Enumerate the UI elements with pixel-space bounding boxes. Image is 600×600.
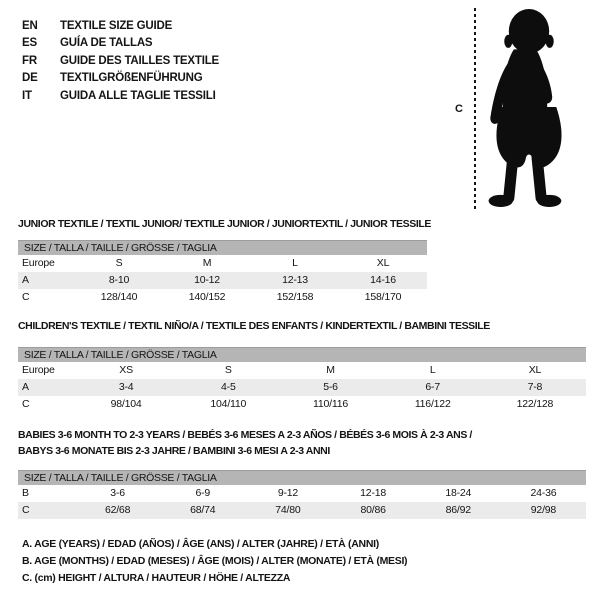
height-measure-figure — [452, 8, 592, 211]
childrens-textile-table — [18, 347, 586, 413]
table-cell: 6-7 — [425, 381, 440, 393]
table-cell: 4-5 — [221, 381, 236, 393]
language-list — [22, 17, 219, 105]
table-title: BABIES 3-6 MONTH TO 2-3 YEARS / BEBÉS 3-6 MESES A 2-3 AÑOS / BÉBÉS 3-6 MOIS À 2-3 ANS / — [18, 429, 472, 441]
table-cell: 80/86 — [360, 504, 386, 516]
table-title-line2: BABYS 3-6 MONATE BIS 2-3 JAHRE / BAMBINI 3-6 MESI A 2-3 ANNI — [18, 444, 330, 457]
table-cell: XS — [119, 364, 133, 376]
row-label: Europe — [22, 364, 55, 376]
childrens-textile-section — [18, 320, 586, 413]
language-title: GUIDA ALLE TAGLIE TESSILI — [60, 89, 216, 102]
babies-textile-section — [18, 428, 586, 519]
table-cell: 110/116 — [313, 398, 348, 410]
table-cell: 152/158 — [276, 291, 314, 303]
table-cell: 116/122 — [414, 398, 451, 410]
language-code: ES — [22, 37, 37, 50]
table-cell: 14-16 — [370, 274, 396, 286]
table-cell: XL — [528, 364, 542, 376]
table-cell: S — [115, 257, 123, 269]
table-cell: 7-8 — [527, 381, 543, 393]
baby-silhouette-icon — [484, 8, 576, 210]
height-measure-label: C — [455, 103, 463, 115]
row-label: C — [22, 398, 30, 410]
table-cell: 9-12 — [277, 487, 299, 499]
table-row — [18, 502, 586, 519]
language-code: IT — [22, 89, 32, 102]
language-code: FR — [22, 54, 37, 67]
table-row — [18, 485, 586, 502]
table-row — [18, 272, 427, 289]
table-cell: 86/92 — [445, 504, 471, 516]
language-code: DE — [22, 72, 38, 85]
table-cell: 10-12 — [194, 274, 220, 286]
language-title: GUÍA DE TALLAS — [60, 37, 153, 50]
table-row — [18, 362, 586, 379]
table-cell: 18-24 — [445, 487, 472, 499]
language-title: GUIDE DES TAILLES TEXTILE — [60, 54, 219, 67]
language-row — [22, 35, 219, 53]
table-cell: 122/128 — [516, 398, 554, 410]
row-label: C — [22, 504, 30, 516]
table-cell: L — [292, 257, 298, 269]
junior-textile-section — [18, 218, 431, 306]
babies-textile-table — [18, 470, 586, 519]
table-cell: M — [326, 364, 335, 376]
junior-textile-table — [18, 240, 427, 306]
row-label: B — [22, 487, 29, 499]
table-cell: 68/74 — [190, 504, 216, 516]
size-header-bar: SIZE / TALLA / TAILLE / GRÖSSE / TAGLIA — [18, 347, 586, 362]
language-title: TEXTILGRÖßENFÜHRUNG — [60, 72, 203, 85]
table-row — [18, 396, 586, 413]
language-code: EN — [22, 19, 38, 32]
table-cell: 3-4 — [118, 381, 134, 393]
table-cell: 6-9 — [195, 487, 211, 499]
table-cell: 140/152 — [188, 291, 226, 303]
row-label: C — [22, 291, 30, 303]
language-row — [22, 87, 219, 105]
legend-line: C. (cm) HEIGHT / ALTURA / HAUTEUR / HÖHE / ALTEZZA — [22, 572, 291, 584]
row-label: A — [22, 274, 29, 286]
table-cell: 158/170 — [364, 291, 402, 303]
legend — [22, 536, 407, 587]
legend-line: A. AGE (YEARS) / EDAD (AÑOS) / ÂGE (ANS) / ALTER (JAHRE) / ETÀ (ANNI) — [22, 538, 379, 550]
row-label: Europe — [22, 257, 55, 269]
table-cell: 74/80 — [275, 504, 301, 516]
table-cell: 98/104 — [110, 398, 142, 410]
row-label: A — [22, 381, 29, 393]
table-cell: 104/110 — [210, 398, 247, 410]
table-title: JUNIOR TEXTILE / TEXTIL JUNIOR/ TEXTILE JUNIOR / JUNIORTEXTIL / JUNIOR TESSILE — [18, 218, 431, 230]
table-cell: S — [224, 364, 232, 376]
table-cell: 62/68 — [104, 504, 131, 516]
table-cell: L — [429, 364, 436, 376]
language-row — [22, 70, 219, 88]
table-row — [18, 379, 586, 396]
size-header-bar: SIZE / TALLA / TAILLE / GRÖSSE / TAGLIA — [18, 240, 427, 255]
table-cell: 8-10 — [108, 274, 130, 286]
table-cell: M — [202, 257, 212, 269]
table-cell: 12-18 — [360, 487, 387, 499]
table-row — [18, 289, 427, 306]
size-header-bar: SIZE / TALLA / TAILLE / GRÖSSE / TAGLIA — [18, 470, 586, 485]
table-cell: 3-6 — [110, 487, 125, 499]
legend-line: B. AGE (MONTHS) / EDAD (MESES) / ÂGE (MOIS) / ALTER (MONATE) / ETÀ (MESI) — [22, 555, 408, 567]
height-dotted-line-icon — [474, 8, 476, 210]
table-cell: 92/98 — [530, 504, 557, 516]
table-cell: 128/140 — [100, 291, 138, 303]
table-cell: 5-6 — [323, 381, 338, 393]
table-cell: 24-36 — [530, 487, 557, 499]
language-title: TEXTILE SIZE GUIDE — [60, 19, 173, 32]
language-row — [22, 52, 219, 70]
language-row — [22, 17, 219, 35]
table-cell: 12-13 — [282, 274, 308, 286]
table-row — [18, 255, 427, 272]
table-title: CHILDREN'S TEXTILE / TEXTIL NIÑO/A / TEXTILE DES ENFANTS / KINDERTEXTIL / BAMBINI TESSILE — [18, 320, 490, 332]
table-cell: XL — [376, 257, 390, 269]
